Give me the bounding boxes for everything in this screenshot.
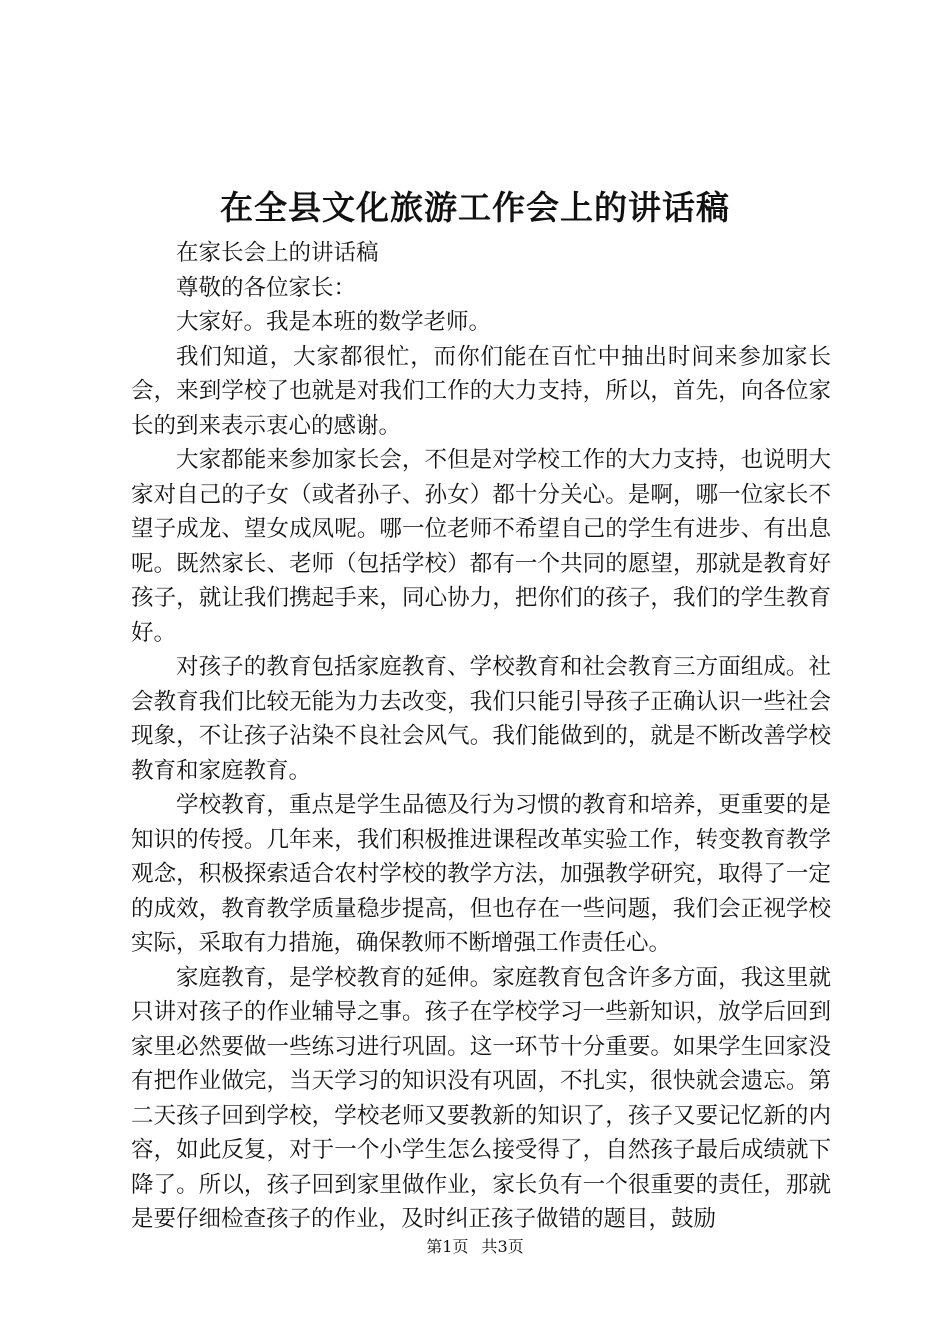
page-footer [0, 1235, 950, 1259]
paragraph: 学校教育，重点是学生品德及行为习惯的教育和培养，更重要的是知识的传授。几年来，我们积极推进课程改革实验工作，转变教育教学观念，积极探索适合农村学校的教学方法，加强教学研究，取得了一定的成效，教育教学质量稳步提高，但也存在一些问题，我们会正视学校实际，采取有力措施，确保教师不断增强工作责任心。 [131, 792, 831, 956]
document-body [131, 236, 831, 1237]
paragraph: 我们知道，大家都很忙，而你们能在百忙中抽出时间来参加家长会，来到学校了也就是对我们工作的大力支持，所以，首先，向各位家长的到来表示衷心的感谢。 [131, 343, 831, 439]
paragraph: 在家长会上的讲话稿 [176, 240, 379, 266]
paragraph: 大家都能来参加家长会，不但是对学校工作的大力支持，也说明大家对自己的子女（或者孙子、孙女）都十分关心。是啊，哪一位家长不望子成龙、望女成凤呢。哪一位老师不希望自己的学生有进步、有出息呢。既然家长、老师（包括学校）都有一个共同的愿望，那就是教育好孩子，就让我们携起手来，同心协力，把你们的孩子，我们的学生教育好。 [131, 447, 831, 646]
paragraph: 大家好。我是本班的数学老师。 [176, 309, 492, 335]
paragraph: 家庭教育，是学校教育的延伸。家庭教育包含许多方面，我这里就只讲对孩子的作业辅导之事。孩子在学校学习一些新知识，放学后回到家里必然要做一些练习进行巩固。这一环节十分重要。如果学生回家没有把作业做完，当天学习的知识没有巩固，不扎实，很快就会遗忘。第二天孩子回到学校，学校老师又要教新的知识了，孩子又要记忆新的内容，如此反复，对于一个小学生怎么接受得了，自然孩子最后成绩就下降了。所以，孩子回到家里做作业，家长负有一个很重要的责任，那就是要仔细检查孩子的作业，及时纠正孩子做错的题目，鼓励 [131, 964, 831, 1232]
paragraph: 对孩子的教育包括家庭教育、学校教育和社会教育三方面组成。社会教育我们比较无能为力去改变，我们只能引导孩子正确认识一些社会现象，不让孩子沾染不良社会风气。我们能做到的，就是不断改善学校教育和家庭教育。 [131, 654, 831, 784]
page-number-current: 第1页 [426, 1237, 469, 1256]
document-title: 在全县文化旅游工作会上的讲话稿 [220, 188, 730, 227]
page-number-total: 共3页 [481, 1237, 524, 1256]
paragraph: 尊敬的各位家长： [176, 274, 357, 301]
